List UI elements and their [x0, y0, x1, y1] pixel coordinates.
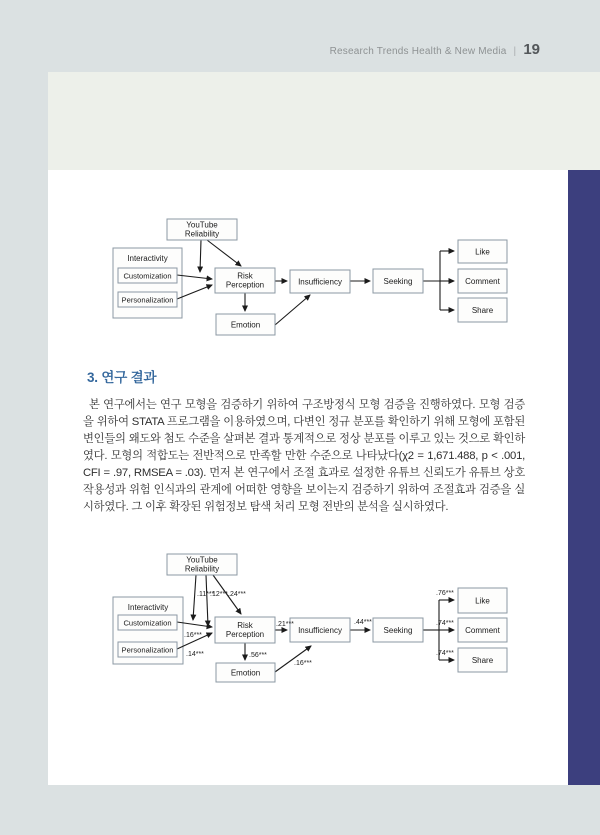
sem-diagram-conceptual: [113, 219, 507, 335]
page-number: 19: [523, 41, 540, 58]
path-arrow-7: [275, 646, 311, 672]
node-emotion-label: Emotion: [230, 320, 261, 330]
coef-ytr_risk-label: .24***: [228, 591, 246, 598]
coef-risk_emotion-label: .56***: [249, 652, 267, 659]
node-custom-label: Customization: [123, 271, 172, 281]
node-insuf-label: Insufficiency: [298, 277, 342, 287]
coef-seeking_comment-label: .74***: [436, 620, 454, 627]
node-seeking-label: Seeking: [383, 625, 413, 635]
path-arrow-1: [206, 575, 208, 626]
path-arrow-6: [275, 295, 310, 325]
coef-seeking_like-label: .76***: [436, 590, 454, 597]
node-like-label: Like: [475, 247, 490, 257]
node-seeking-label: Seeking: [383, 276, 413, 286]
node-risk-label: Risk Perception: [225, 271, 265, 290]
journal-title: Research Trends Health & New Media: [329, 46, 507, 57]
path-arrow-0: [193, 575, 196, 620]
coef-emotion_insuf-label: .16***: [294, 660, 312, 667]
coef-ytr_custom-label: .11***: [197, 591, 215, 598]
path-arrow-0: [200, 240, 201, 272]
node-like-label: Like: [475, 596, 490, 606]
node-interactivity-label: Interactivity: [127, 254, 168, 263]
node-emotion-label: Emotion: [230, 668, 261, 678]
header-divider: |: [513, 46, 517, 57]
node-share-label: Share: [471, 305, 494, 315]
path-arrow-1: [207, 240, 241, 266]
coef-insuf_seeking-label: .44***: [354, 619, 372, 626]
node-person-label: Personalization: [121, 295, 174, 305]
coef-seeking_share-label: .74***: [436, 650, 454, 657]
coef-ytr_person-label: .12***: [210, 591, 228, 598]
node-risk-label: Risk Perception: [225, 620, 265, 639]
section-heading: 3. 연구 결과: [87, 370, 157, 385]
node-interactivity-label: Interactivity: [127, 603, 169, 612]
node-ytr-label: YouTube Reliability: [184, 555, 220, 574]
node-person-label: Personalization: [121, 645, 174, 655]
coef-risk_insuf-label: .21***: [276, 621, 294, 628]
node-comment-label: Comment: [465, 625, 500, 635]
body-paragraph: 본 연구에서는 연구 모형을 검증하기 위하여 구조방정식 모형 검증을 진행하였다. 모형 검증을 위하여 STATA 프로그램을 이용하였으며, 다변인 정규 분포를 확인하기 위해 모형에 포함된 변인들의 왜도와 첨도 수준을 살펴본 결과 통계적으로 정상 분포를 이루고 있는 것으로 확인하였다. 모형의 적합도는 전반적으로 만족할 만한 수준으로 나타났다(χ2 = 1,671.488, p < .001, CFI = .97, RMSEA = .03). 먼저 본 연구에서 조절 효과로 설정한 유튜브 신뢰도가 유튜브 상호작용성과 위험 인식과의 관계에 어떠한 영향을 보이는지 검증하기 위하여 조절효과 검증을 실시하였다. 그 이후 확장된 위험정보 탐색 처리 모형 전반의 분석을 실시하였다.: [83, 399, 525, 513]
node-ytr-label: YouTube Reliability: [184, 220, 220, 239]
node-insuf-label: Insufficiency: [298, 625, 342, 635]
node-comment-label: Comment: [465, 276, 500, 286]
node-custom-label: Customization: [123, 618, 172, 628]
coef-custom_risk-label: .16***: [184, 632, 202, 639]
coef-person_risk-label: .14***: [186, 651, 204, 658]
sem-diagram-results: [113, 554, 507, 682]
node-share-label: Share: [471, 655, 494, 665]
